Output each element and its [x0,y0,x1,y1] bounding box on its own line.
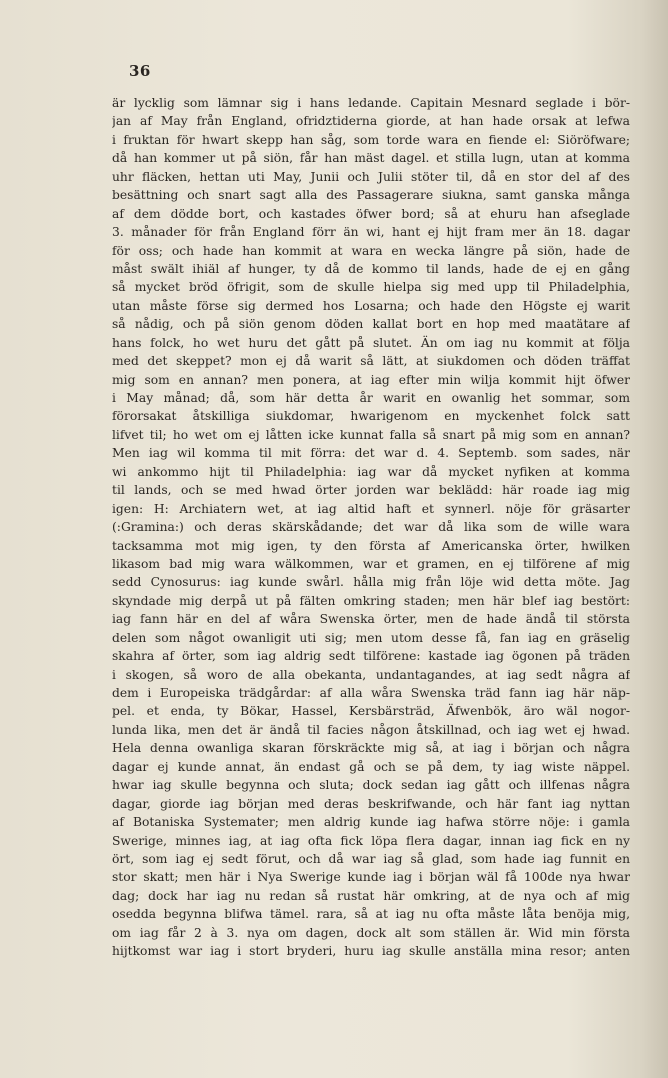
text-line: är lycklig som lämnar sig i hans ledande. Capitain Mesnard seglade i bör- [112,96,630,110]
text-line: i skogen, så woro de alla obekanta, undantagandes, at iag sedt några af [112,667,630,682]
text-line: af dem dödde bort, och kastades öfwer bord; så at ehuru han afseglade [112,206,630,221]
text-line: stor skatt; men här i Nya Swerige kunde iag i början wäl få 100de nya hwar [112,870,630,885]
text-line: då han kommer ut på siön, får han mäst dagel. et stilla lugn, utan at komma [112,151,630,166]
text-line: Men iag wil komma til mit förra: det war d. 4. Septemb. som sades, när [112,446,630,461]
text-line: 3. månader för från England förr än wi, hant ej hijt fram mer än 18. dagar [112,225,630,240]
text-line: skahra af örter, som iag aldrig sedt tilförene: kastade iag ögonen på träden [112,649,630,664]
text-line: skyndade mig derpå ut på fälten omkring staden; men här blef iag bestört: [112,593,630,608]
text-line: lifvet til; ho wet om ej låtten icke kunnat falla så snart på mig som en annan? [112,427,630,442]
text-line: dem i Europeiska trädgårdar: af alla wåra Swenska träd fann iag här näp- [112,686,630,700]
text-line: hans folck, ho wet huru det gått på slutet. Än om iag nu kommit at följa [112,335,630,350]
text-line: hijtkomst war iag i stort bryderi, huru iag skulle anställa mina resor; anten [112,944,630,959]
text-line: af Botaniska Systemater; men aldrig kunde iag hafwa större nöje: i gamla [112,815,630,830]
text-line: förorsakat åtskilliga siukdomar, hwarigenom en myckenhet folck satt [112,409,630,424]
text-line: til lands, och se med hwad örter jorden war beklädd: här roade iag mig [112,483,630,498]
text-line: jan af May från England, ofridztiderna giorde, at han hade orsak at lefwa [112,114,630,129]
text-line: likasom bad mig wara wälkommen, war et gramen, en ej tilförene af mig [112,556,630,571]
text-line: om iag får 2 à 3. nya om dagen, dock alt som ställen är. Wid min första [112,925,630,940]
text-line: igen: H: Archiatern wet, at iag altid haft et synnerl. nöje för gräsarter [112,501,630,516]
page-number: 36 [129,62,151,80]
text-line: i fruktan för hwart skepp han såg, som torde wara en fiende el: Siöröfware; [112,132,630,147]
text-line: Hela denna owanliga skaran förskräckte mig så, at iag i början och några [112,741,630,756]
text-line: lunda lika, men det är ändå til facies någon åtskillnad, och iag wet ej hwad. [112,722,630,737]
text-line: osedda begynna blifwa tämel. rara, så at iag nu ofta måste låta benöja mig, [112,907,630,922]
text-line: Swerige, minnes iag, at iag ofta fick löpa flera dagar, innan iag fick en ny [112,833,630,848]
text-line: så nådig, och på siön genom döden kallat bort en hop med maatätare af [112,317,630,332]
text-line: hwar iag skulle begynna och sluta; dock sedan iag gått och illfenas några [112,778,630,793]
text-line: ört, som iag ej sedt förut, och då war iag så glad, som hade iag funnit en [112,851,630,866]
text-line: wi ankommo hijt til Philadelphia: iag war då mycket nyfiken at komma [112,464,630,479]
text-line: så mycket bröd öfrigit, som de skulle hielpa sig med upp til Philadelphia, [112,280,630,295]
text-line: (:Gramina:) och deras skärskådande; det war då lika som de wille wara [112,520,630,535]
text-line: måst swält ihiäl af hunger, ty då de kommo til lands, hade de ej en gång [112,261,630,276]
text-line: utan måste förse sig dermed hos Losarna; och hade den Högste ej warit [112,298,630,313]
text-line: sedd Cynosurus: iag kunde swårl. hålla mig från löje wid detta möte. Jag [112,575,630,590]
text-line: dagar ej kunde annat, än endast gå och se på dem, ty iag wiste näppel. [112,759,630,774]
text-line: pel. et enda, ty Bökar, Hassel, Kersbärsträd, Äfwenbök, äro wäl nogor- [112,704,630,719]
text-line: för oss; och hade han kommit at wara en wecka längre på siön, hade de [112,243,630,258]
text-line: iag fann här en del af wåra Swenska örter, men de hade ändå til största [112,612,630,627]
text-line: delen som något owanligit uti sig; men utom desse få, fan iag en gräselig [112,630,630,645]
body-text [112,94,630,961]
text-line: dag; dock har iag nu redan så rustat här omkring, at de nya och af mig [112,888,630,903]
text-line: besättning och snart sagt alla des Passagerare siukna, samt ganska många [112,188,630,203]
text-line: i May månad; då, som här detta år warit en owanlig het sommar, som [112,391,630,405]
text-line: med det skeppet? mon ej då warit så lätt, at siukdomen och döden träffat [112,354,630,369]
text-line: tacksamma mot mig igen, ty den första af Americanska örter, hwilken [112,538,630,553]
text-line: mig som en annan? men ponera, at iag efter min wilja kommit hijt öfwer [112,372,630,387]
text-line: dagar, giorde iag början med deras beskrifwande, och här fant iag nyttan [112,796,630,811]
text-line: uhr fläcken, hettan uti May, Junii och Julii stöter til, då en stor del af des [112,169,630,184]
